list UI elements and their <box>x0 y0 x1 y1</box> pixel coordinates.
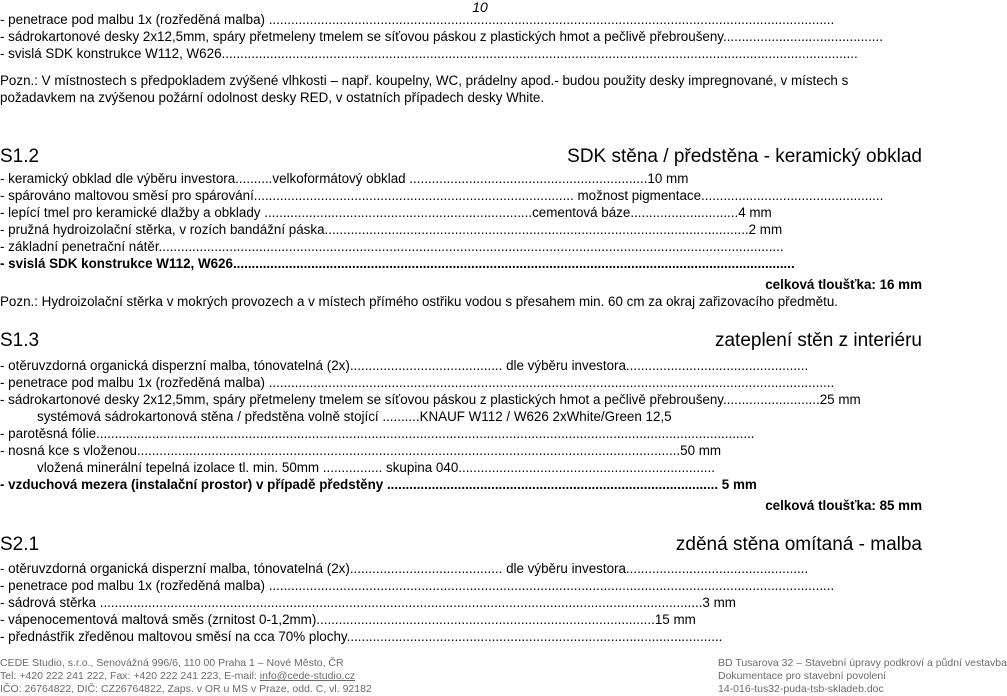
s21-line-3: - sádrová stěrka ..................................................................................................................................................................3 mm <box>0 595 736 610</box>
section-code: S1.3 <box>0 330 40 351</box>
s21-line-4: - vápenocementová maltová směs (zrnitost 0-1,2mm)...........................................................................................15 mm <box>0 612 696 627</box>
page-number: 10 <box>472 0 488 15</box>
s21-line-5: - přednástřik zředěnou maltovou směsí na cca 70% plochy..................................................................................................... <box>0 629 723 644</box>
top-line-2: - sádrokartonové desky 2x12,5mm, spáry přetmeleny tmelem se síťovou páskou z plastických hmot a pečlivě přebroušeny........................................... <box>0 29 883 44</box>
section-code: S1.2 <box>0 146 40 167</box>
s13-line-6: - nosná kce s vloženou..................................................................................................................................................50 mm <box>0 443 722 458</box>
section-title: SDK stěna / předstěna - keramický obklad <box>567 146 922 167</box>
s12-line-2: - spárováno maltovou směsí pro spárování...................................................................................... možnost pigmentace................................................. <box>0 188 884 203</box>
s12-note: Pozn.: Hydroizolační stěrka v mokrých provozech a v místech přímého ostřiku vodou s přesahem min. 60 cm za okraj zařizovacího předmětu. <box>0 294 839 309</box>
note-paragraph-1: Pozn.: V místnostech s předpokladem zvýšené vlhkosti – např. koupelny, WC, prádelny apod.- budou použity desky impregnované, v místech s požadavkem na zvýšenou požární odolnost desky RED, v ostatních případech desky White. <box>0 73 849 105</box>
s12-line-5: - základní penetrační nátěr........................................................................................................................................................................ <box>0 239 784 254</box>
s12-line-3: - lepící tmel pro keramické dlažby a obklady ........................................................................cementová báze.............................4 mm <box>0 205 772 220</box>
s12-line-1: - keramický obklad dle výběru investora..........velkoformátový obklad ................................................................10 mm <box>0 171 689 186</box>
s13-total-thickness: celková tloušťka: 85 mm <box>765 498 922 513</box>
top-line-1: - penetrace pod malbu 1x (rozředěná malba) ........................................................................................................................................................ <box>0 12 835 27</box>
s13-line-1: - otěruvzdorná organická disperzní malba, tónovatelná (2x)......................................... dle výběru investora................................................. <box>0 358 809 373</box>
footer-contact <box>0 670 355 683</box>
footer-company: CEDE Studio, s.r.o., Senovážná 996/6, 110 00 Praha 1 – Nové Město, ČR <box>0 657 344 669</box>
footer-contact-text: Tel: +420 222 241 222, Fax: +420 222 241 223, E-mail: <box>0 670 260 682</box>
s21-line-2: - penetrace pod malbu 1x (rozředěná malba) ........................................................................................................................................................ <box>0 578 835 593</box>
footer-doc-type: Dokumentace pro stavební povolení <box>718 670 887 682</box>
top-line-3: - svislá SDK konstrukce W112, W626........................................................................................................................................................................... <box>0 46 858 61</box>
footer-email-link[interactable]: info@cede-studio.cz <box>259 670 356 682</box>
section-title: zateplení stěn z interiéru <box>714 330 922 351</box>
s21-line-1: - otěruvzdorná organická disperzní malba, tónovatelná (2x)......................................... dle výběru investora................................................. <box>0 561 809 576</box>
s13-line-8: - vzduchová mezera (instalační prostor) v případě předstěny ......................................................................................... 5 mm <box>0 477 757 492</box>
s13-line-2: - penetrace pod malbu 1x (rozředěná malba) ........................................................................................................................................................ <box>0 375 835 390</box>
s13-line-5: - parotěsná fólie................................................................................................................................................................................. <box>0 426 755 441</box>
s13-line-7: vložená minerální tepelná izolace tl. min. 50mm ................ skupina 040..................................................................... <box>37 460 715 475</box>
section-code: S2.1 <box>0 534 40 555</box>
section-title: zděná stěna omítaná - malba <box>675 534 922 555</box>
footer-project: BD Tusarova 32 – Stavební úpravy podkroví a půdní vestavba <box>718 657 1007 669</box>
s12-line-6: - svislá SDK konstrukce W112, W626....................................................................................................................................................... <box>0 256 795 271</box>
s12-total-thickness: celková tloušťka: 16 mm <box>765 277 922 292</box>
footer-registration: IČO: 26764822, DIČ: CZ26764822, Zaps. v OR u MS v Praze, odd. C, vl. 92182 <box>0 683 372 695</box>
s13-line-3: - sádrokartonové desky 2x12,5mm, spáry přetmeleny tmelem se síťovou páskou z plastických hmot a pečlivě přebroušeny..........................25 mm <box>0 392 861 407</box>
s13-line-4: systémová sádrokartonová stěna / předstěna volně stojící ..........KNAUF W112 / W626 2xWhite/Green 12,5 <box>37 409 672 424</box>
s12-line-4: - pružná hydroizolační stěrka, v rozích bandážní páska..................................................................................................................2 mm <box>0 222 783 237</box>
footer-filename: 14-016-tus32-puda-tsb-skladeb.doc <box>718 683 884 695</box>
